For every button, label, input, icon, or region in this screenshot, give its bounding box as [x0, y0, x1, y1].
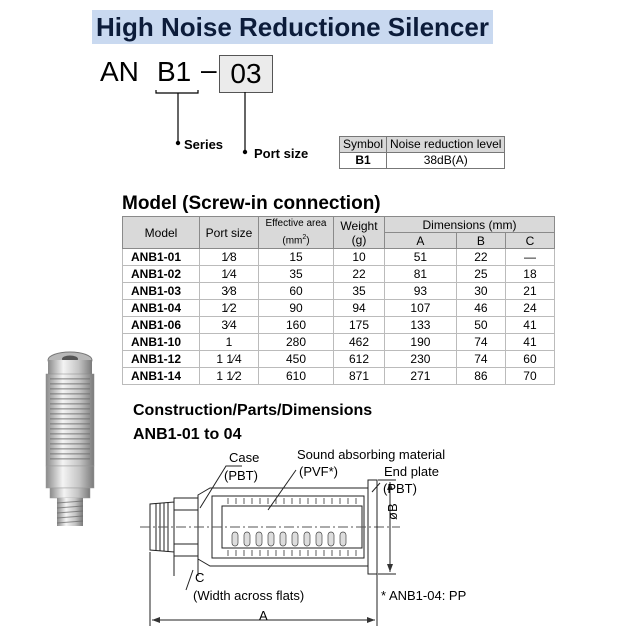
- cell-model: ANB1-03: [123, 283, 200, 300]
- effective-area-sup: 2: [302, 234, 307, 241]
- series-label: Series: [184, 137, 224, 152]
- cell-c: 21: [505, 283, 554, 300]
- sound-material-spec: (PVF*): [299, 464, 338, 479]
- cell-area: 280: [259, 334, 334, 351]
- port-size-header: Port size: [200, 217, 259, 249]
- effective-area-header: [259, 217, 334, 249]
- cell-a: 133: [385, 317, 457, 334]
- cell-port: 1 1⁄2: [200, 368, 259, 385]
- table-row: [123, 351, 555, 368]
- cell-port: 1: [200, 334, 259, 351]
- case-label: Case: [229, 450, 260, 465]
- dim-b-header: B: [456, 233, 505, 249]
- cell-a: 190: [385, 334, 457, 351]
- cell-weight: 22: [334, 266, 385, 283]
- cell-area: 610: [259, 368, 334, 385]
- table-row: [123, 249, 555, 266]
- code-series: B1: [157, 56, 192, 87]
- cell-weight: 35: [334, 283, 385, 300]
- model-table-heading: Model (Screw-in connection): [122, 193, 381, 214]
- cell-a: 107: [385, 300, 457, 317]
- material-note: * ANB1-04: PP: [381, 588, 467, 603]
- dimensions-header: Dimensions (mm): [385, 217, 555, 233]
- port-size-label: Port size: [254, 146, 309, 161]
- cell-a: 271: [385, 368, 457, 385]
- dim-a-header: A: [385, 233, 457, 249]
- table-row: [123, 300, 555, 317]
- cell-weight: 871: [334, 368, 385, 385]
- cell-c: —: [505, 249, 554, 266]
- table-row: [123, 334, 555, 351]
- cell-weight: 612: [334, 351, 385, 368]
- cell-weight: 175: [334, 317, 385, 334]
- cell-c: 18: [505, 266, 554, 283]
- cell-c: 60: [505, 351, 554, 368]
- symbol-table: [339, 136, 505, 169]
- construction-subheading: ANB1-01 to 04: [133, 426, 242, 443]
- cell-port: 1 1⁄4: [200, 351, 259, 368]
- cell-a: 230: [385, 351, 457, 368]
- cell-port: 1⁄8: [200, 249, 259, 266]
- weight-header: [334, 217, 385, 249]
- cell-port: 1⁄2: [200, 300, 259, 317]
- cell-model: ANB1-12: [123, 351, 200, 368]
- cell-weight: 94: [334, 300, 385, 317]
- cell-weight: 462: [334, 334, 385, 351]
- cell-model: ANB1-06: [123, 317, 200, 334]
- table-row: [123, 317, 555, 334]
- cell-b: 46: [456, 300, 505, 317]
- diameter-b-label: øB: [385, 503, 400, 520]
- cell-model: ANB1-04: [123, 300, 200, 317]
- cell-area: 450: [259, 351, 334, 368]
- table-row: [123, 368, 555, 385]
- end-plate-label: End plate: [384, 464, 439, 479]
- code-port-box: 03: [219, 55, 273, 93]
- dim-c-header: C: [505, 233, 554, 249]
- effective-area-close: ): [306, 235, 310, 247]
- cell-area: 15: [259, 249, 334, 266]
- cell-area: 160: [259, 317, 334, 334]
- cell-b: 74: [456, 334, 505, 351]
- sound-material-label: Sound absorbing material: [297, 447, 446, 462]
- construction-heading: Construction/Parts/Dimensions: [133, 402, 373, 419]
- case-material-label: (PBT): [224, 468, 258, 483]
- symbol-cell: B1: [340, 153, 387, 169]
- cell-b: 50: [456, 317, 505, 334]
- cell-b: 30: [456, 283, 505, 300]
- symbol-header: Symbol: [340, 137, 387, 153]
- cell-c: 24: [505, 300, 554, 317]
- table-row: [123, 266, 555, 283]
- cell-area: 60: [259, 283, 334, 300]
- cell-model: ANB1-01: [123, 249, 200, 266]
- cell-port: 3⁄4: [200, 317, 259, 334]
- cell-c: 41: [505, 317, 554, 334]
- width-across-flats-label: (Width across flats): [193, 588, 305, 603]
- cell-port: 1⁄4: [200, 266, 259, 283]
- page-title: High Noise Reductione Silencer: [92, 10, 493, 44]
- cell-a: 81: [385, 266, 457, 283]
- cell-area: 90: [259, 300, 334, 317]
- cell-b: 22: [456, 249, 505, 266]
- cell-model: ANB1-14: [123, 368, 200, 385]
- cell-a: 93: [385, 283, 457, 300]
- cell-model: ANB1-02: [123, 266, 200, 283]
- cell-b: 74: [456, 351, 505, 368]
- dimension-c-label: C: [195, 570, 205, 585]
- code-dash: –: [201, 54, 217, 85]
- noise-level-cell: 38dB(A): [387, 153, 505, 169]
- weight-title: Weight: [340, 218, 378, 233]
- cell-b: 86: [456, 368, 505, 385]
- cell-model: ANB1-10: [123, 334, 200, 351]
- table-row: [123, 283, 555, 300]
- cell-port: 3⁄8: [200, 283, 259, 300]
- weight-unit: (g): [351, 232, 367, 247]
- cell-weight: 10: [334, 249, 385, 266]
- model-header: Model: [123, 217, 200, 249]
- cell-b: 25: [456, 266, 505, 283]
- effective-area-title: Effective area: [265, 218, 327, 229]
- model-table: [122, 216, 555, 385]
- cell-area: 35: [259, 266, 334, 283]
- effective-area-unit: (mm: [282, 235, 303, 247]
- code-callout-lines: [0, 0, 640, 200]
- cell-a: 51: [385, 249, 457, 266]
- dimension-a-label: A: [259, 608, 268, 623]
- noise-level-header: Noise reduction level: [387, 137, 505, 153]
- cell-c: 41: [505, 334, 554, 351]
- end-plate-material-label: (PBT): [383, 481, 417, 496]
- cell-c: 70: [505, 368, 554, 385]
- code-prefix: AN: [100, 56, 139, 87]
